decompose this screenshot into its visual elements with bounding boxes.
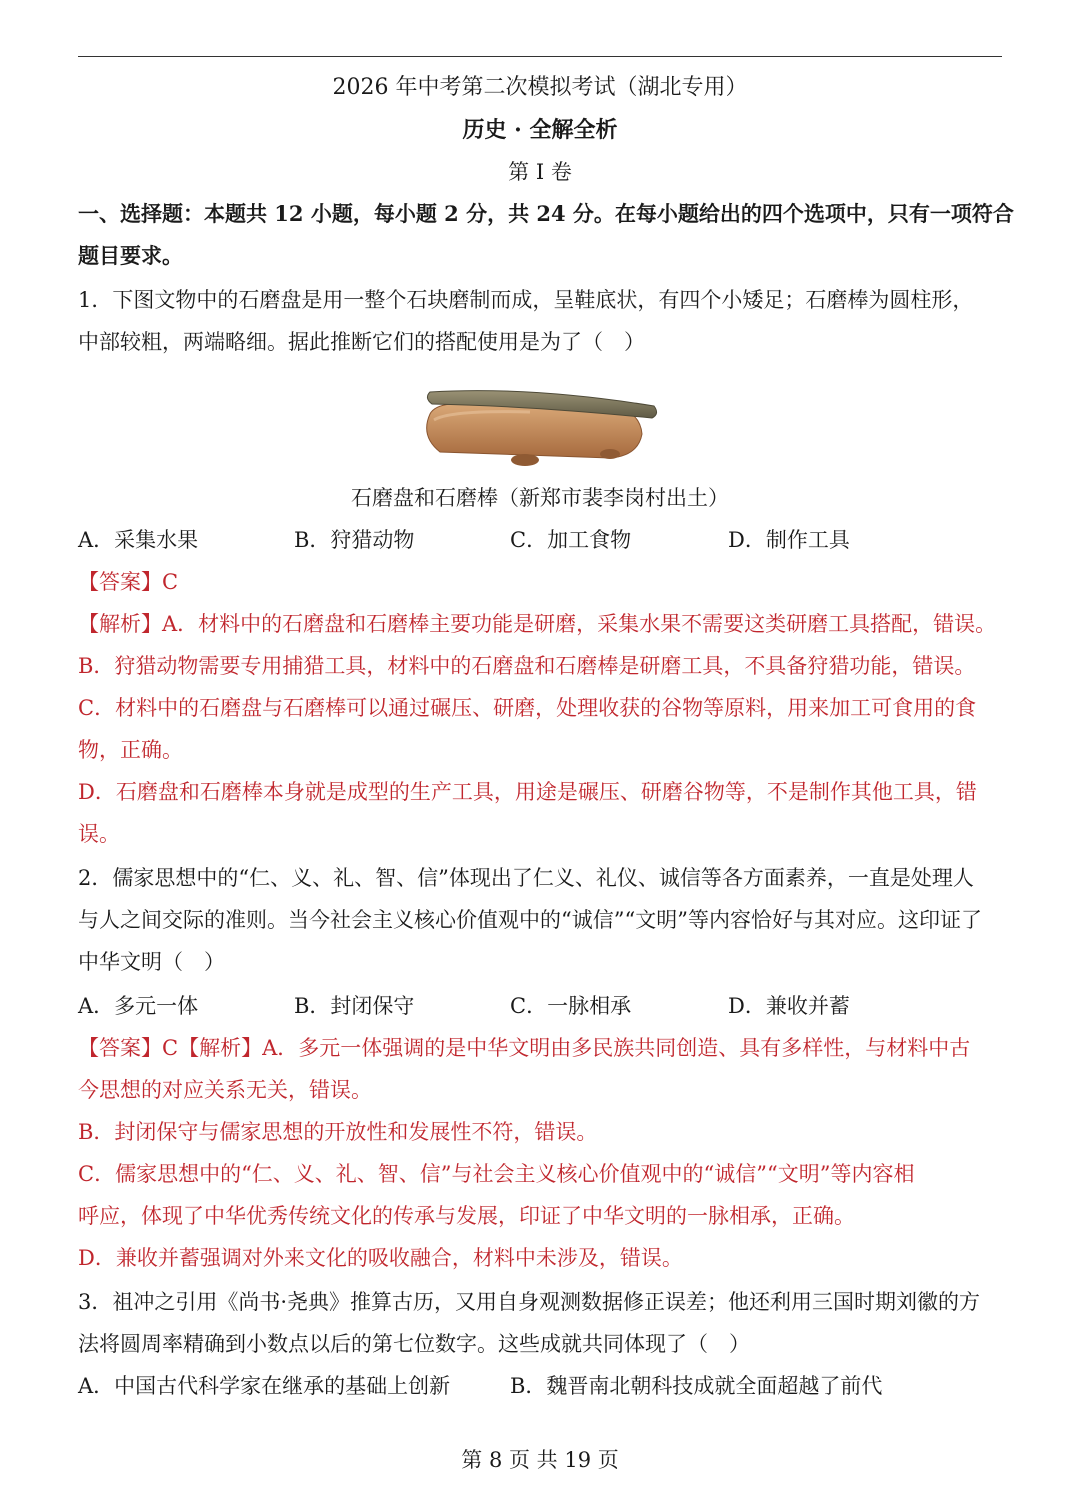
q3-option-a: A．中国古代科学家在继承的基础上创新 <box>78 1374 451 1398</box>
exam-title: 2026 年中考第二次模拟考试（湖北专用） <box>332 75 748 100</box>
q3-stem-line1: 3．祖冲之引用《尚书·尧典》推算古历，又用自身观测数据修正误差；他还利用三国时期刘徽的方 <box>78 1290 981 1314</box>
q2-analysis-line2: B．封闭保守与儒家思想的开放性和发展性不符，错误。 <box>78 1120 598 1144</box>
q2-stem-line3: 中华文明（ ） <box>78 950 225 974</box>
q2-analysis-line4: 呼应，体现了中华优秀传统文化的传承与发展，印证了中华文明的一脉相承，正确。 <box>78 1204 855 1228</box>
figure-caption: 石磨盘和石磨棒（新郑市裴李岗村出土） <box>351 486 729 510</box>
answer-value: C <box>162 570 179 594</box>
q1-analysis-line6: 误。 <box>78 822 120 846</box>
q2-analysis-line5: D．兼收并蓄强调对外来文化的吸收融合，材料中未涉及，错误。 <box>78 1246 683 1270</box>
q1-analysis-line3: C．材料中的石磨盘与石磨棒可以通过碾压、研磨，处理收获的谷物等原料，用来加工可食用的食 <box>78 696 977 720</box>
analysis-tag: 【解析】 <box>78 612 162 636</box>
q1-stem-line1: 1．下图文物中的石磨盘是用一整个石块磨制而成，呈鞋底状，有四个小矮足；石磨棒为圆柱形， <box>78 288 974 312</box>
q2-option-c: C．一脉相承 <box>510 994 632 1018</box>
q2-analysis-line3: C．儒家思想中的“仁、义、礼、智、信”与社会主义核心价值观中的“诚信”“文明”等内容相 <box>78 1162 915 1186</box>
q1-option-a: A．采集水果 <box>78 528 199 552</box>
q1-option-d: D．制作工具 <box>728 528 850 552</box>
q3-stem-line2: 法将圆周率精确到小数点以后的第七位数字。这些成就共同体现了（ ） <box>78 1332 750 1356</box>
q1-option-b: B．狩猎动物 <box>294 528 415 552</box>
q2-option-b: B．封闭保守 <box>294 994 415 1018</box>
q2-answer-line: 【答案】C【解析】A．多元一体强调的是中华文明由多民族共同创造、具有多样性，与材料中古 <box>78 1036 971 1060</box>
q1-analysis-line2: B．狩猎动物需要专用捕猎工具，材料中的石磨盘和石磨棒是研磨工具，不具备狩猎功能，错误。 <box>78 654 976 678</box>
section-heading-line2: 题目要求。 <box>78 243 183 268</box>
page-number: 第 8 页 共 19 页 <box>461 1448 619 1472</box>
q2-option-a: A．多元一体 <box>78 994 199 1018</box>
volume-label: 第 I 卷 <box>508 160 572 184</box>
q1-analysis-line5: D．石磨盘和石磨棒本身就是成型的生产工具，用途是碾压、研磨谷物等，不是制作其他工具，错 <box>78 780 977 804</box>
q2-analysis-line1: 今思想的对应关系无关，错误。 <box>78 1078 372 1102</box>
q1-analysis-line4: 物，正确。 <box>78 738 183 762</box>
q1-answer <box>78 568 178 596</box>
q2-stem-line2: 与人之间交际的准则。当今社会主义核心价值观中的“诚信”“文明”等内容恰好与其对应。这印证了 <box>78 908 982 932</box>
q2-option-d: D．兼收并蓄 <box>728 994 850 1018</box>
q2-stem-line1: 2．儒家思想中的“仁、义、礼、智、信”体现出了仁义、礼仪、诚信等各方面素养，一直是处理人 <box>78 866 974 890</box>
grinding-stone-image <box>410 376 670 472</box>
q3-option-b: B．魏晋南北朝科技成就全面超越了前代 <box>510 1374 883 1398</box>
q1-analysis-line1 <box>78 610 996 638</box>
analysis-text: A．材料中的石磨盘和石磨棒主要功能是研磨，采集水果不需要这类研磨工具搭配，错误。 <box>162 612 997 636</box>
exam-subtitle: 历史 · 全解全析 <box>462 117 618 143</box>
q1-option-c: C．加工食物 <box>510 528 632 552</box>
q1-stem-line2: 中部较粗，两端略细。据此推断它们的搭配使用是为了（ ） <box>78 330 645 354</box>
header-rule <box>78 56 1002 57</box>
answer-tag: 【答案】 <box>78 570 162 594</box>
section-heading-line1: 一、选择题：本题共 12 小题，每小题 2 分，共 24 分。在每小题给出的四个选项中，只有一项符合 <box>78 201 1014 226</box>
